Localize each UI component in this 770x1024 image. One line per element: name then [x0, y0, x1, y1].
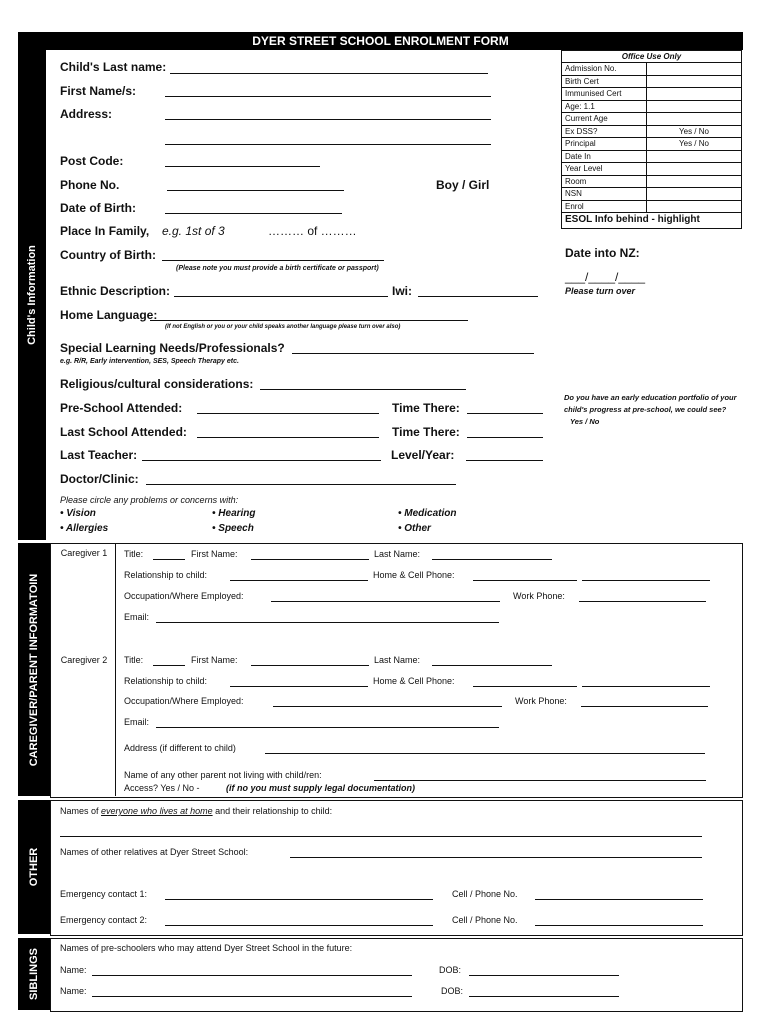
c1-title-field[interactable] [153, 559, 185, 560]
gender-option[interactable]: Boy / Girl [436, 178, 490, 192]
post-code-field[interactable] [165, 166, 320, 167]
cell1-label: Cell / Phone No. [452, 889, 518, 899]
portfolio-question [564, 392, 739, 428]
office-row-label: Birth Cert [562, 75, 647, 88]
c1-email-label: Email: [124, 612, 150, 622]
office-row [562, 175, 742, 188]
c1-work-phone-label: Work Phone: [513, 591, 565, 601]
country-of-birth-field[interactable] [162, 260, 384, 261]
doctor-field[interactable] [146, 484, 456, 485]
place-dots[interactable]: ……… of ……… [268, 224, 357, 238]
caregiver-2-label: Caregiver 2 [60, 655, 108, 665]
concern-hearing[interactable]: • Hearing [212, 508, 256, 519]
c2-title-label: Title: [124, 655, 144, 665]
office-row [562, 200, 742, 213]
home-language-field[interactable] [150, 320, 468, 321]
office-row-value[interactable] [647, 113, 742, 126]
c2-title-field[interactable] [153, 665, 185, 666]
household-prefix: Names of [60, 806, 99, 816]
office-row [562, 88, 742, 101]
sibling-name1-label: Name: [60, 965, 87, 975]
time-there-1-label: Time There: [392, 401, 460, 415]
iwi-label: Iwi: [392, 284, 412, 298]
concern-medication[interactable]: • Medication [398, 508, 457, 519]
esol-note: ESOL Info behind - highlight [561, 213, 742, 229]
office-row-value[interactable] [647, 100, 742, 113]
religious-label: Religious/cultural considerations: [60, 377, 254, 391]
home-language-label: Home Language: [60, 308, 158, 322]
household-suffix: and their relationship to child: [215, 806, 333, 816]
access-note: (if no you must supply legal documentation) [226, 783, 416, 793]
c2-email-field[interactable] [156, 727, 499, 728]
office-row-label: Room [562, 175, 647, 188]
caregiver-box [50, 543, 743, 798]
office-row-label: Year Level [562, 163, 647, 176]
country-note: (Please note you must provide a birth certificate or passport) [176, 265, 379, 272]
sibling-name1-field[interactable] [92, 975, 412, 976]
address-field-2[interactable] [165, 144, 491, 145]
date-into-nz-field[interactable]: ___/____/____ [565, 270, 646, 284]
office-row [562, 138, 742, 151]
cell2-field[interactable] [535, 925, 703, 926]
address-diff-label: Address (if different to child) [124, 743, 236, 753]
office-row [562, 163, 742, 176]
level-year-label: Level/Year: [391, 448, 455, 462]
c1-first-name-field[interactable] [251, 559, 369, 560]
office-row-value[interactable] [647, 188, 742, 201]
relatives-field[interactable] [290, 857, 702, 858]
c1-relationship-field[interactable] [230, 580, 368, 581]
section-label-other: OTHER [28, 847, 40, 887]
household-underlined: everyone who lives at home [101, 806, 213, 816]
c1-occupation-label: Occupation/Where Employed: [124, 591, 244, 601]
access-label[interactable]: Access? Yes / No - [124, 783, 200, 793]
country-of-birth-label: Country of Birth: [60, 248, 156, 262]
office-row [562, 113, 742, 126]
place-example: e.g. 1st of 3 [162, 224, 225, 238]
language-note: (If not English or you or your child speaks another language please turn over also) [165, 324, 401, 330]
sibling-dob2-field[interactable] [469, 996, 619, 997]
c1-title-label: Title: [124, 549, 144, 559]
section-bar-siblings [18, 938, 50, 1010]
c1-work-phone-field[interactable] [579, 601, 706, 602]
last-school-label: Last School Attended: [60, 425, 187, 439]
office-row-label: Immunised Cert [562, 88, 647, 101]
siblings-heading: Names of pre-schoolers who may attend Dyer Street School in the future: [60, 943, 353, 953]
c1-occupation-field[interactable] [271, 601, 500, 602]
office-row-label: NSN [562, 188, 647, 201]
preschool-label: Pre-School Attended: [60, 401, 183, 415]
relatives-label: Names of other relatives at Dyer Street School: [60, 847, 249, 857]
sibling-dob1-field[interactable] [469, 975, 619, 976]
phone-label: Phone No. [60, 178, 120, 192]
c2-work-phone-field[interactable] [581, 706, 708, 707]
place-in-family-label: Place In Family, [60, 224, 150, 238]
office-row [562, 150, 742, 163]
preschool-field[interactable] [197, 413, 379, 414]
emergency2-field[interactable] [165, 925, 433, 926]
office-row-label: Admission No. [562, 63, 647, 76]
circle-note: Please circle any problems or concerns with: [60, 495, 239, 505]
portfolio-yes-no[interactable]: Yes / No [570, 417, 600, 426]
dob-field[interactable] [165, 213, 342, 214]
office-row-label: Enrol [562, 200, 647, 213]
c2-home-phone-field[interactable] [473, 686, 577, 687]
other-parent-label: Name of any other parent not living with child/ren: [124, 770, 322, 780]
household-field[interactable] [60, 836, 702, 837]
c2-work-phone-label: Work Phone: [515, 696, 567, 706]
office-row-value[interactable]: Yes / No [647, 125, 742, 138]
office-row [562, 100, 742, 113]
c2-last-name-field[interactable] [432, 665, 552, 666]
section-bar-caregiver [18, 543, 50, 796]
office-row-value[interactable] [647, 150, 742, 163]
sibling-name2-label: Name: [60, 986, 87, 996]
ethnic-field[interactable] [174, 296, 388, 297]
special-needs-label: Special Learning Needs/Professionals? [60, 341, 285, 355]
c2-relationship-field[interactable] [230, 686, 368, 687]
time-there-2-field[interactable] [467, 437, 543, 438]
concern-speech[interactable]: • Speech [212, 523, 254, 534]
cell1-field[interactable] [535, 899, 703, 900]
office-row [562, 188, 742, 201]
turn-over-note: Please turn over [565, 286, 636, 296]
iwi-field[interactable] [418, 296, 538, 297]
section-bar-child [18, 50, 46, 540]
office-row-value[interactable] [647, 63, 742, 76]
emergency1-field[interactable] [165, 899, 433, 900]
last-teacher-field[interactable] [142, 460, 381, 461]
ethnic-label: Ethnic Description: [60, 284, 171, 298]
c2-occupation-field[interactable] [273, 706, 502, 707]
post-code-label: Post Code: [60, 154, 124, 168]
section-bar-other [18, 800, 50, 934]
level-year-field[interactable] [466, 460, 543, 461]
date-into-nz-label: Date into NZ: [565, 246, 640, 260]
special-needs-field[interactable] [292, 353, 534, 354]
office-row-label: Age: 1.1 [562, 100, 647, 113]
last-school-field[interactable] [197, 437, 379, 438]
office-use-header: Office Use Only [561, 50, 742, 62]
time-there-1-field[interactable] [467, 413, 543, 414]
other-box [50, 800, 743, 936]
sibling-dob1-label: DOB: [439, 965, 462, 975]
office-row [562, 125, 742, 138]
emergency2-label: Emergency contact 2: [60, 915, 148, 925]
c1-last-name-label: Last Name: [374, 549, 421, 559]
c2-email-label: Email: [124, 717, 150, 727]
special-example: e.g. R/R, Early intervention, SES, Speech Therapy etc. [60, 358, 239, 365]
address-field-1[interactable] [165, 119, 491, 120]
child-last-name-label: Child's Last name: [60, 60, 167, 74]
religious-field[interactable] [260, 389, 466, 390]
portfolio-text: Do you have an early education portfolio of your child's progress at pre-school, we could see? [564, 393, 737, 414]
c1-first-name-label: First Name: [191, 549, 238, 559]
office-row [562, 63, 742, 76]
concern-other[interactable]: • Other [398, 523, 431, 534]
cell2-label: Cell / Phone No. [452, 915, 518, 925]
office-row-value[interactable] [647, 200, 742, 213]
c2-last-name-label: Last Name: [374, 655, 421, 665]
address-label: Address: [60, 107, 113, 121]
office-row-label: Current Age [562, 113, 647, 126]
section-label-caregiver: CAREGIVER/PARENT INFORMATOIN [28, 573, 40, 766]
c2-first-name-label: First Name: [191, 655, 238, 665]
c1-home-cell-label: Home & Cell Phone: [373, 570, 455, 580]
c2-first-name-field[interactable] [251, 665, 369, 666]
office-row-label: Ex DSS? [562, 125, 647, 138]
concern-allergies[interactable]: • Allergies [60, 523, 109, 534]
office-row-value[interactable] [647, 75, 742, 88]
c1-relationship-label: Relationship to child: [124, 570, 208, 580]
office-row-value[interactable] [647, 175, 742, 188]
caregiver-1-divider [115, 543, 116, 796]
office-row-value[interactable]: Yes / No [647, 138, 742, 151]
office-row-value[interactable] [647, 163, 742, 176]
c2-relationship-label: Relationship to child: [124, 676, 208, 686]
child-last-name-field[interactable] [170, 73, 488, 74]
dob-label: Date of Birth: [60, 201, 136, 215]
sibling-name2-field[interactable] [92, 996, 412, 997]
c2-cell-phone-field[interactable] [582, 686, 710, 687]
last-teacher-label: Last Teacher: [60, 448, 138, 462]
caregiver-1-label: Caregiver 1 [60, 548, 108, 558]
c1-home-phone-field[interactable] [473, 580, 577, 581]
phone-field[interactable] [167, 190, 344, 191]
office-row-label: Principal [562, 138, 647, 151]
other-parent-field[interactable] [374, 780, 706, 781]
section-label-child: Child's Information [26, 245, 38, 345]
section-label-siblings: SIBLINGS [28, 948, 40, 1000]
office-row-value[interactable] [647, 88, 742, 101]
office-use-table [561, 50, 742, 229]
sibling-dob2-label: DOB: [441, 986, 464, 996]
c1-cell-phone-field[interactable] [582, 580, 710, 581]
c1-email-field[interactable] [156, 622, 499, 623]
time-there-2-label: Time There: [392, 425, 460, 439]
office-row [562, 75, 742, 88]
office-row-label: Date In [562, 150, 647, 163]
c2-occupation-label: Occupation/Where Employed: [124, 696, 244, 706]
c1-last-name-field[interactable] [432, 559, 552, 560]
household-label [60, 806, 332, 816]
first-name-field[interactable] [165, 96, 491, 97]
doctor-label: Doctor/Clinic: [60, 472, 139, 486]
emergency1-label: Emergency contact 1: [60, 889, 148, 899]
c2-home-cell-label: Home & Cell Phone: [373, 676, 455, 686]
address-diff-field[interactable] [265, 753, 705, 754]
concern-vision[interactable]: • Vision [60, 508, 96, 519]
form-title: DYER STREET SCHOOL ENROLMENT FORM [18, 32, 743, 50]
first-name-label: First Name/s: [60, 84, 137, 98]
